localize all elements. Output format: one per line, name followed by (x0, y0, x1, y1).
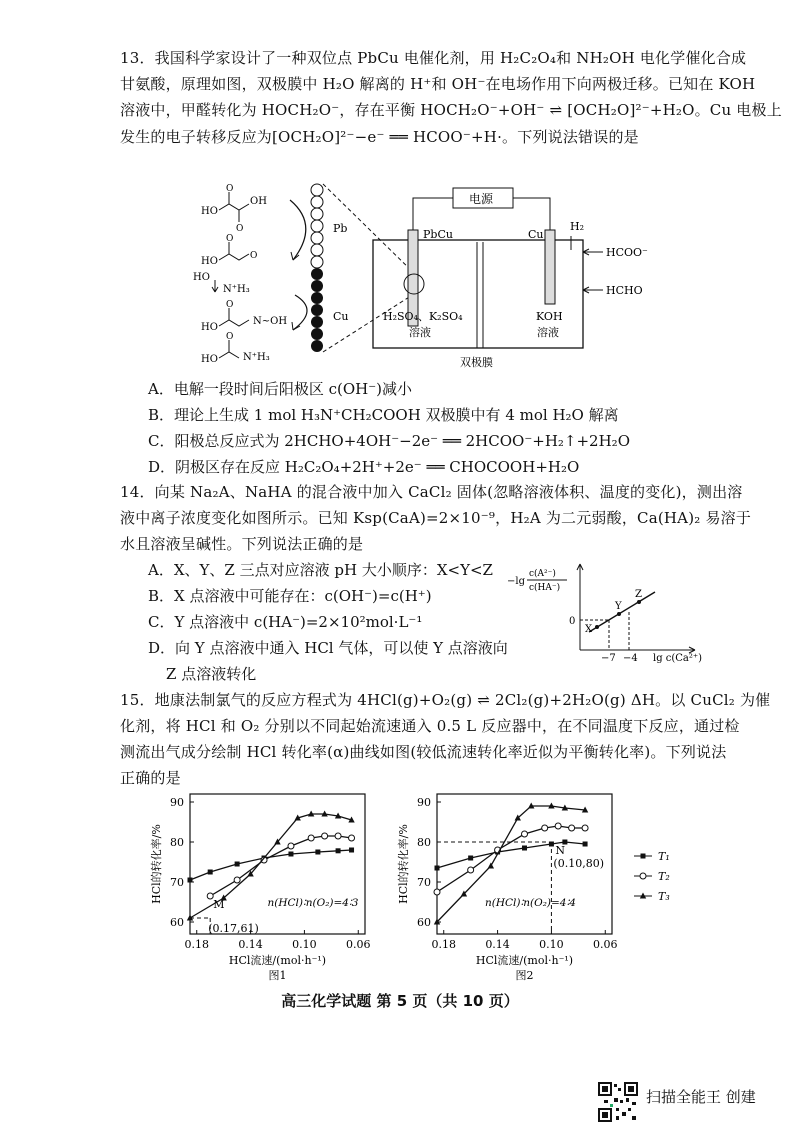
q14-option-a: A．X、Y、Z 三点对应溶液 pH 大小顺序：X<Y<Z (148, 561, 493, 579)
data-point-square (549, 842, 554, 847)
q13-line-4: 发生的电子转移反应为[OCH₂O]²⁻−e⁻ ══ HCOO⁻+H·。下列说法错误的是 (120, 128, 639, 146)
mol-nh3-2: N⁺H₃ (243, 352, 270, 363)
data-point-circle (322, 833, 328, 839)
data-point-circle (288, 843, 294, 849)
q14-point-z: Z (635, 589, 642, 600)
right-solution-label-2: 溶液 (537, 326, 559, 339)
power-label: 电源 (469, 192, 494, 206)
data-point-square (522, 846, 527, 851)
mol-ho-5: HO (201, 354, 218, 365)
data-point-circle (569, 825, 575, 831)
q14-tick-1: −7 (601, 653, 616, 664)
q14-ylabel-num: c(A²⁻) (529, 569, 556, 579)
y-axis-label: HCl的转化率/% (397, 824, 410, 904)
svg-text:O: O (226, 300, 234, 310)
figure-caption: 图1 (268, 969, 287, 982)
reaction-arrow-1 (290, 200, 306, 260)
x-tick-label: 0.18 (184, 938, 209, 951)
q13-line-2: 甘氨酸，原理如图，双极膜中 H₂O 解离的 H⁺和 OH⁻在电场作用下向两极迁移。已知在 KOH (120, 75, 756, 93)
x-axis-label: HCl流速/(mol·h⁻¹) (228, 954, 327, 967)
data-point-circle (335, 833, 341, 839)
chart-figure-1 (148, 786, 378, 986)
y-tick-label: 80 (170, 836, 184, 849)
data-point-circle (522, 831, 528, 837)
q14-option-d: D．向 Y 点溶液中通入 HCl 气体，可以使 Y 点溶液向 (148, 639, 508, 657)
legend-label: T₁ (658, 850, 670, 863)
data-point-square (468, 856, 473, 861)
x-tick-label: 0.10 (292, 938, 317, 951)
svg-text:O: O (226, 184, 234, 194)
page-footer: 高三化学试题 第 5 页（共 10 页） (281, 992, 519, 1010)
hcho-label: HCHO (606, 284, 643, 297)
mol-nh3-1: N⁺H₃ (223, 284, 250, 295)
chart-figure-2 (395, 786, 685, 986)
pb-label: Pb (333, 222, 348, 235)
legend-label: T₂ (658, 870, 670, 883)
y-tick-label: 90 (170, 796, 184, 809)
q14-xlabel: lg c(Ca²⁺) (653, 653, 703, 664)
left-solution-label-2: 溶液 (409, 326, 431, 339)
q14-tick-2: −4 (623, 653, 638, 664)
q14-point-x: X (585, 624, 593, 635)
q14-line-2: 液中离子浓度变化如图所示。已知 Ksp(CaA)=2×10⁻⁹，H₂A 为二元弱酸，Ca(HA)₂ 易溶于 (120, 509, 752, 527)
data-point-square (336, 848, 341, 853)
legend-label: T₃ (658, 890, 670, 903)
y-tick-label: 60 (170, 916, 184, 929)
right-solution-label: KOH (536, 310, 563, 323)
q13-option-d: D．阴极区存在反应 H₂C₂O₄+2H⁺+2e⁻ ══ CHOCOOH+H₂O (148, 458, 580, 476)
q15-line-1: 15．地康法制氯气的反应方程式为 4HCl(g)+O₂(g) ⇌ 2Cl₂(g)+2H₂O(g) ΔH。以 CuCl₂ 为催 (120, 691, 771, 709)
data-point-circle (349, 835, 355, 841)
y-axis-label: HCl的转化率/% (150, 824, 163, 904)
q14-ylabel-den: c(HA⁻) (529, 583, 561, 593)
ratio-annotation: n(HCl)∶n(O₂)=4∶3 (267, 897, 359, 909)
data-point-circle (582, 825, 588, 831)
q14-point-y: Y (615, 601, 622, 612)
y-tick-label: 70 (170, 876, 184, 889)
q14-zero: 0 (569, 616, 576, 627)
cu-electrode-label: Cu (528, 228, 544, 241)
data-point-square (583, 842, 588, 847)
data-point-circle (468, 867, 474, 873)
catalyst-atom-column (311, 184, 323, 352)
q14-option-d-cont: Z 点溶液转化 (166, 665, 257, 683)
x-tick-label: 0.06 (346, 938, 371, 951)
hcoo-label: HCOO⁻ (606, 246, 648, 259)
q13-option-a: A．电解一段时间后阳极区 c(OH⁻)减小 (148, 380, 413, 398)
h2-label: H₂ (570, 220, 585, 233)
cu-atom-label: Cu (333, 310, 349, 323)
data-point-square (188, 878, 193, 883)
q13-line-1: 13．我国科学家设计了一种双位点 PbCu 电催化剂，用 H₂C₂O₄和 NH₂OH 电化学催化合成 (120, 49, 747, 67)
ratio-annotation: n(HCl)∶n(O₂)=4∶4 (485, 897, 576, 909)
y-tick-label: 60 (417, 916, 431, 929)
data-point-square (235, 862, 240, 867)
q15-line-3: 测流出气成分绘制 HCl 转化率(α)曲线如图(较低流速转化率近似为平衡转化率)。下列说法 (120, 743, 727, 761)
x-tick-label: 0.14 (485, 938, 510, 951)
legend-marker-circle (640, 873, 646, 879)
reaction-arrow-2 (293, 295, 307, 330)
mol-ho-4: HO (201, 322, 218, 333)
q15-line-2: 化剂，将 HCl 和 O₂ 分别以不同起始流速通入 0.5 L 反应器中，在不同温度下反应，通过检 (120, 717, 740, 735)
svg-text:O: O (236, 224, 244, 234)
x-tick-label: 0.10 (539, 938, 564, 951)
data-point-square (349, 848, 354, 853)
data-point-circle (434, 889, 440, 895)
data-point-square (208, 870, 213, 875)
legend-marker-square (641, 854, 646, 859)
q13-line-3: 溶液中，甲醛转化为 HOCH₂O⁻，存在平衡 HOCH₂O⁻+OH⁻ ⇌ [OCH₂O]²⁻+H₂O。Cu 电极上 (120, 101, 782, 119)
q13-option-c: C．阳极总反应式为 2HCHO+4OH⁻−2e⁻ ══ 2HCOO⁻+H₂↑+2H₂O (148, 432, 630, 450)
series-line-1 (190, 850, 352, 880)
data-point-square (435, 866, 440, 871)
mol-ho-1: HO (201, 206, 218, 217)
svg-text:O: O (250, 251, 258, 261)
bipolar-membrane-label: 双极膜 (460, 356, 493, 369)
x-tick-label: 0.14 (238, 938, 263, 951)
q14-option-b: B．X 点溶液中可能存在：c(OH⁻)=c(H⁺) (148, 587, 432, 605)
mol-ho-3: HO (193, 272, 210, 283)
q14-line (589, 592, 655, 632)
mol-oh-1: OH (250, 196, 267, 207)
mol-n-oh: N~OH (253, 316, 288, 327)
y-tick-label: 80 (417, 836, 431, 849)
pbcu-label: PbCu (423, 228, 453, 241)
point-coordinate: (0.10,80) (553, 857, 605, 870)
svg-text:O: O (226, 332, 234, 342)
data-point-circle (542, 825, 548, 831)
q14-graph (505, 560, 735, 665)
mol-ho-2: HO (201, 256, 218, 267)
q14-line-3: 水且溶液呈碱性。下列说法正确的是 (120, 535, 364, 553)
point-coordinate: (0.17,61) (208, 922, 259, 935)
scanner-watermark: 扫描全能王 创建 (646, 1088, 756, 1106)
data-point-triangle (488, 863, 494, 869)
x-tick-label: 0.18 (431, 938, 456, 951)
y-tick-label: 70 (417, 876, 431, 889)
x-tick-label: 0.06 (593, 938, 618, 951)
point-label: M (213, 898, 225, 911)
data-point-square (288, 852, 293, 857)
q14-line-1: 14．向某 Na₂A、NaHA 的混合液中加入 CaCl₂ 固体(忽略溶液体积、温度的变化)，测出溶 (120, 483, 743, 501)
q13-electrolysis-diagram (195, 180, 665, 370)
figure-caption: 图2 (515, 969, 534, 982)
data-point-circle (308, 835, 314, 841)
q14-option-c: C．Y 点溶液中 c(HA⁻)=2×10²mol·L⁻¹ (148, 613, 423, 631)
qr-code-icon (598, 1082, 638, 1122)
left-solution-label: H₂SO₄、K₂SO₄ (383, 310, 463, 323)
x-axis-label: HCl流速/(mol·h⁻¹) (475, 954, 574, 967)
q15-line-4: 正确的是 (120, 769, 181, 787)
point-label: N (555, 844, 566, 857)
q14-ylabel-lg: −lg (507, 576, 525, 587)
y-tick-label: 90 (417, 796, 431, 809)
data-point-circle (555, 823, 561, 829)
svg-text:O: O (226, 234, 234, 244)
q13-option-b: B．理论上生成 1 mol H₃N⁺CH₂COOH 双极膜中有 4 mol H₂O 解离 (148, 406, 619, 424)
data-point-square (315, 850, 320, 855)
cu-electrode (545, 230, 555, 304)
data-point-circle (234, 877, 240, 883)
